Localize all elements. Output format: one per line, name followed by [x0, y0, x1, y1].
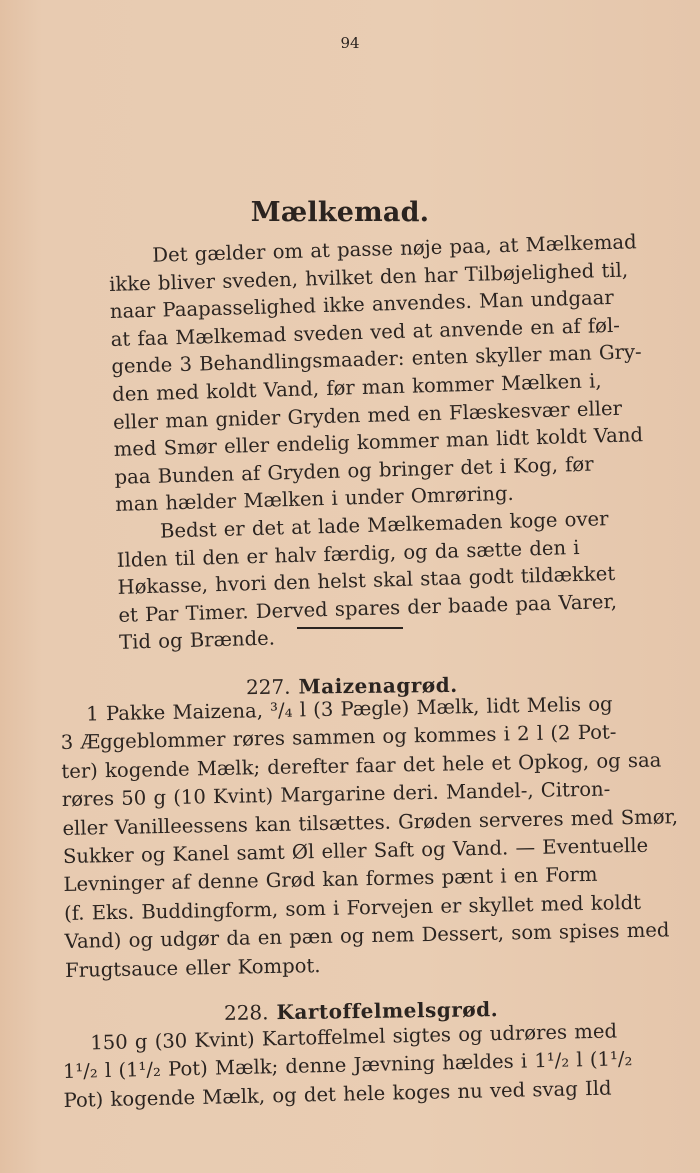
text-line: Frugtsauce eller Kompot. — [64, 953, 321, 982]
text-line: med Smør eller endelig kommer man lidt koldt Vand — [113, 423, 644, 462]
text-line: 1¹/₂ l (1¹/₂ Pot) Mælk; denne Jævning hældes i 1¹/₂ l (1¹/₂ — [62, 1047, 633, 1084]
text-line: Tid og Brænde. — [118, 626, 276, 655]
text-line: 1 Pakke Maizena, ³/₄ l (3 Pægle) Mælk, lidt Melis og — [86, 692, 613, 726]
text-line: (f. Eks. Buddingform, som i Forvejen er skyllet med koldt — [63, 890, 642, 925]
text-line: Sukker og Kanel samt Øl eller Saft og Vand. — Eventuelle — [62, 833, 649, 869]
text-line: Høkasse, hvori den helst skal staa godt tildækket — [117, 562, 616, 599]
recipe-number: 227. — [245, 674, 291, 700]
text-line: man hælder Mælken i under Omrøring. — [114, 482, 514, 517]
text-line: røres 50 g (10 Kvint) Margarine deri. Mandel-, Citron- — [61, 777, 611, 812]
recipe-number: 228. — [223, 1000, 269, 1025]
text-line: naar Paapasselighed ikke anvendes. Man undgaar — [109, 286, 614, 324]
text-line: ter) kogende Mælk; derefter faar det hele et Opkog, og saa — [61, 748, 662, 783]
intro-paragraph — [108, 228, 659, 657]
recipe-body-228 — [62, 1016, 668, 1115]
section-title: Mælkemad. — [250, 197, 430, 228]
text-line: ikke bliver sveden, hvilket den har Tilbøjelighed til, — [108, 258, 629, 296]
text-line: eller Vanilleessens kan tilsættes. Grøden serveres med Smør, — [62, 804, 679, 840]
text-line: Ilden til den er halv færdig, og da sætte den i — [116, 535, 580, 572]
page-number: 94 — [340, 34, 360, 52]
text-line: et Par Timer. Derved spares der baade paa Varer, — [118, 589, 618, 627]
recipe-name: Maizenagrød. — [298, 672, 458, 699]
text-line: paa Bunden af Gryden og bringer det i Kog, før — [114, 452, 594, 489]
text-line: 150 g (30 Kvint) Kartoffelmel sigtes og udrøres med — [90, 1019, 618, 1055]
text-line: den med koldt Vand, før man kommer Mælken i, — [111, 369, 602, 406]
text-line: eller man gnider Gryden med en Flæskesvær eller — [112, 396, 623, 434]
text-line: at faa Mælkemad sveden ved at anvende en af føl- — [110, 313, 621, 351]
recipe-name: Kartoffelmelsgrød. — [276, 997, 499, 1025]
text-line: Bedst er det at lade Mælkemaden koge over — [159, 507, 609, 543]
text-line: 3 Æggeblommer røres sammen og kommes i 2 l (2 Pot- — [60, 720, 617, 755]
recipe-body-227 — [60, 689, 679, 985]
text-line: gende 3 Behandlingsmaader: enten skyller man Gry- — [111, 340, 642, 379]
text-line: Det gælder om at passe nøje paa, at Mælkemad — [152, 230, 637, 267]
text-line: Vand) og udgør da en pæn og nem Dessert, som spises med — [64, 918, 670, 954]
section-divider — [297, 627, 403, 629]
text-line: Levninger af denne Grød kan formes pænt i en Form — [63, 863, 598, 897]
text-line: Pot) kogende Mælk, og det hele koges nu ved svag Ild — [63, 1076, 612, 1112]
